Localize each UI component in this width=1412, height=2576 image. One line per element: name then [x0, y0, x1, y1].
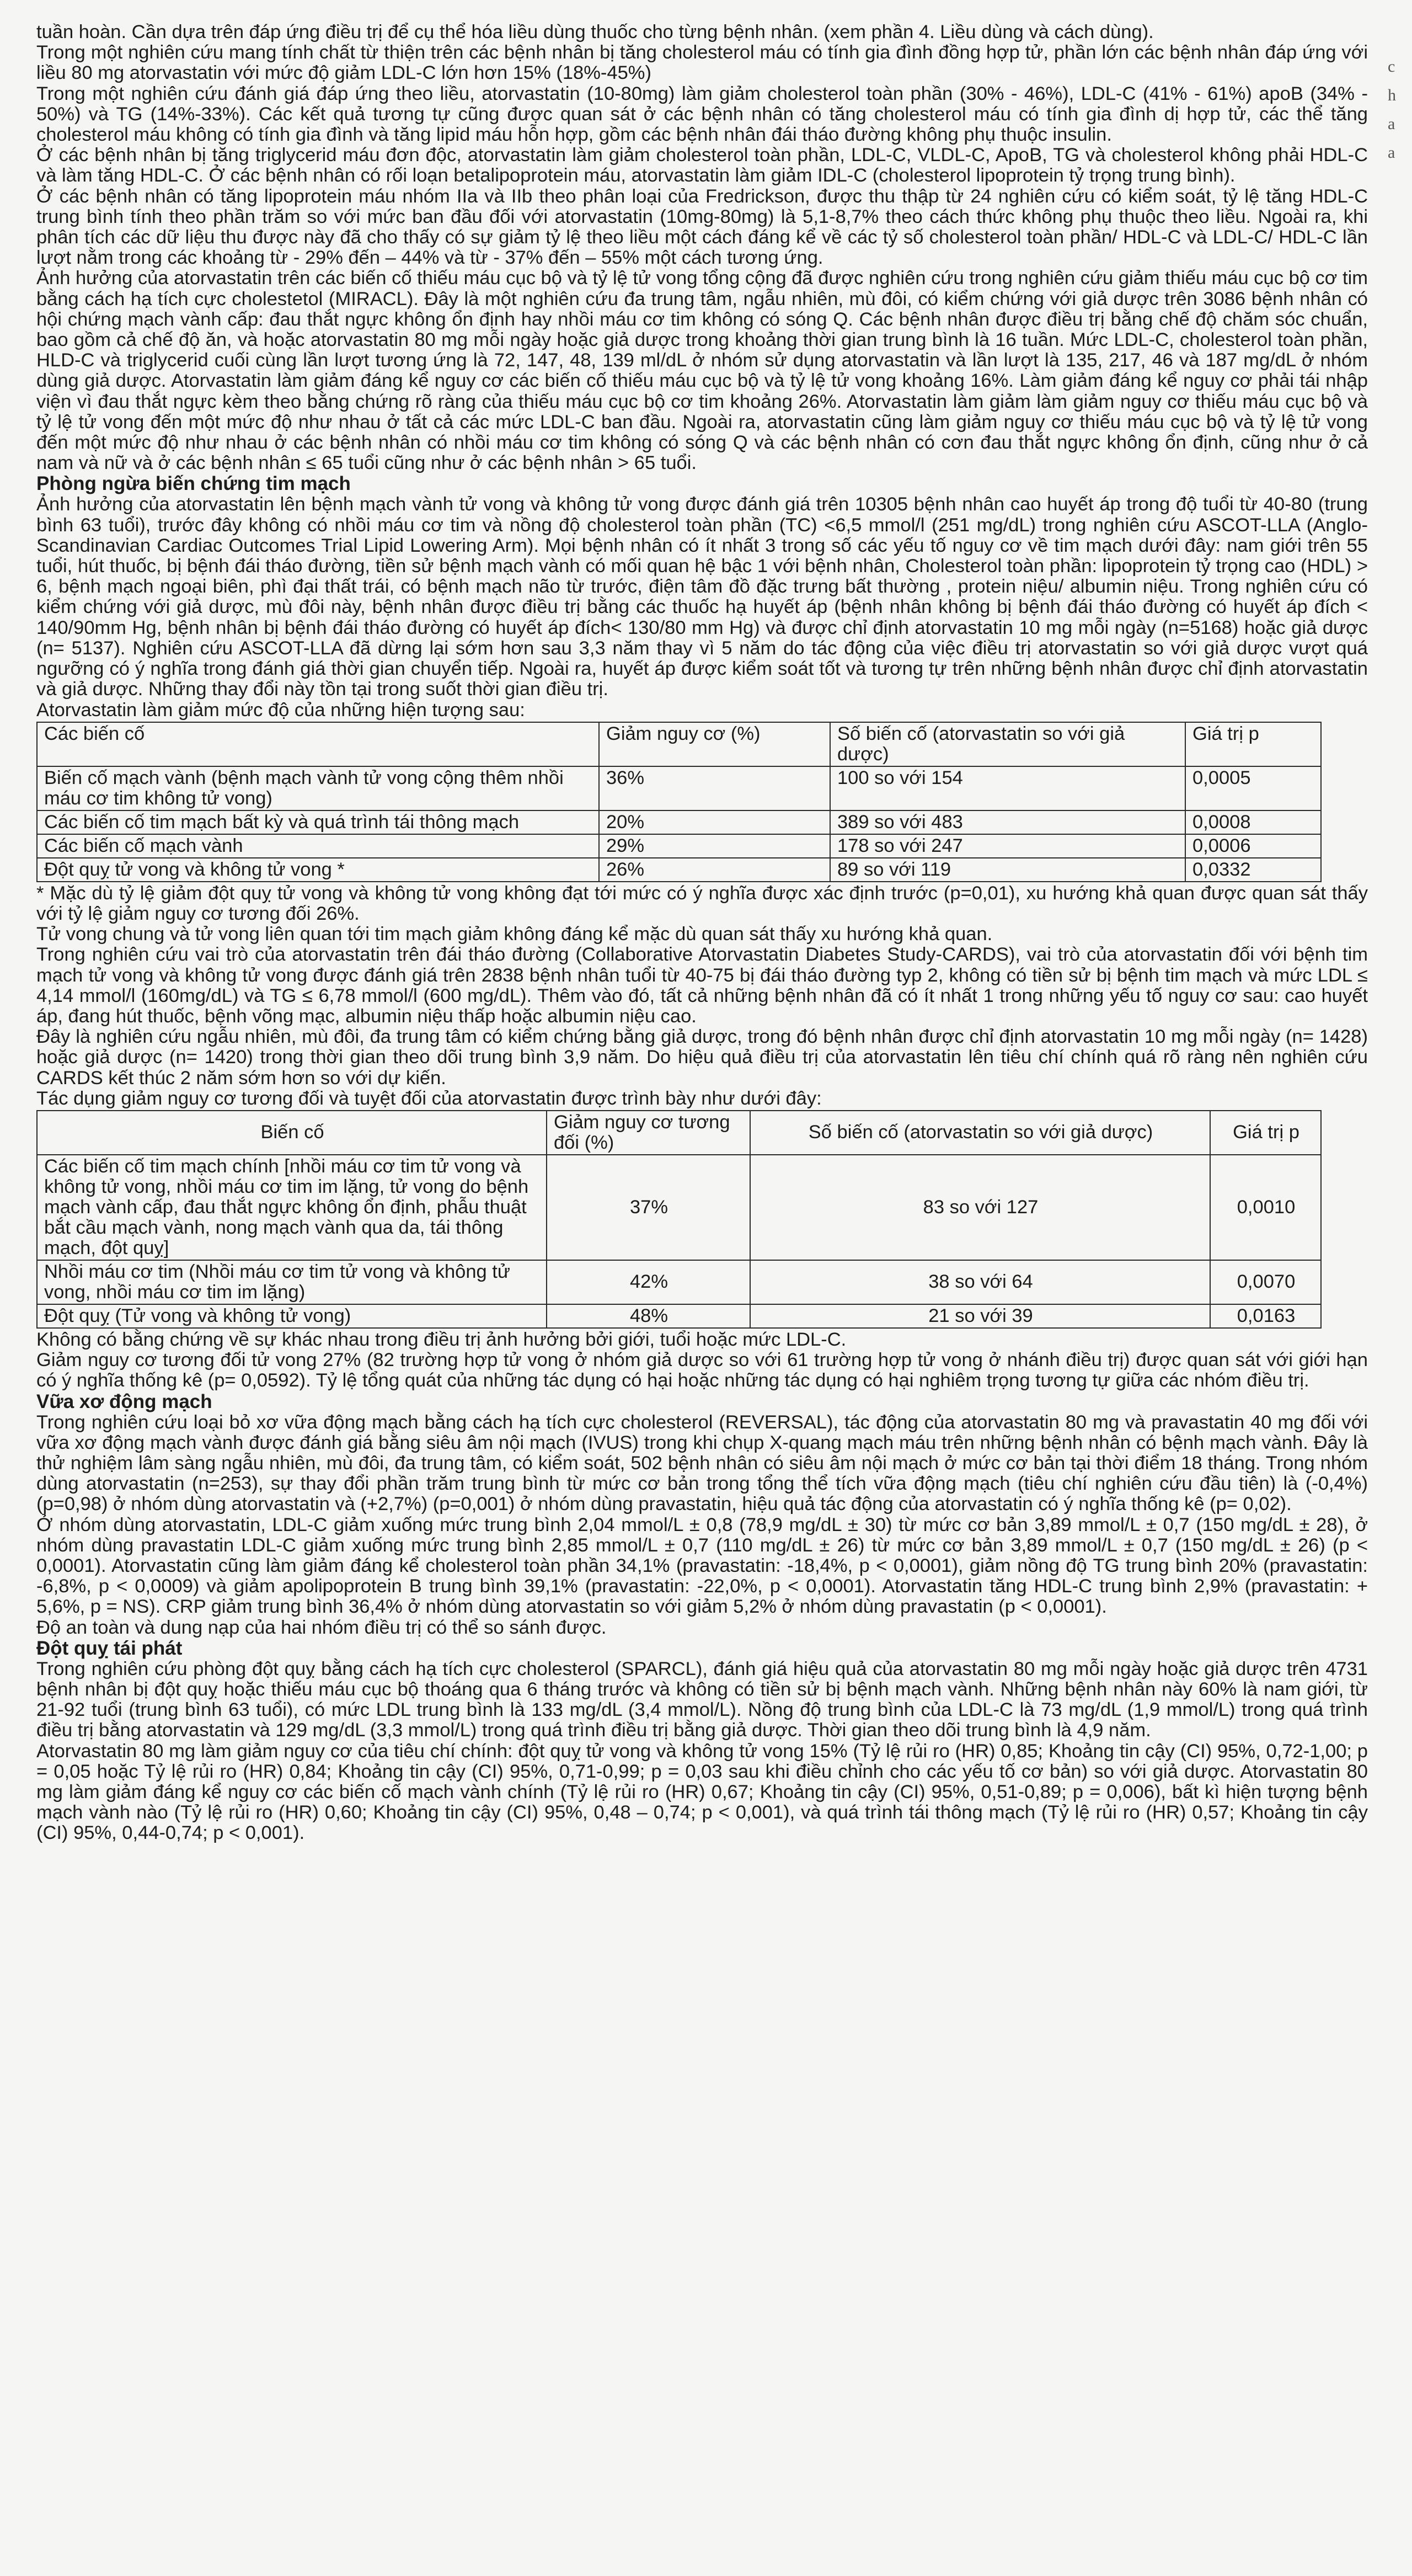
table-row [37, 1260, 1321, 1304]
table-cell: 100 so với 154 [830, 766, 1185, 810]
table-cell: 42% [547, 1260, 750, 1304]
table-row [37, 858, 1321, 882]
table-cell: 0,0070 [1210, 1260, 1321, 1304]
table-cell: 21 so với 39 [750, 1304, 1210, 1328]
table-caption: Atorvastatin làm giảm mức độ của những hiện tượng sau: [36, 699, 525, 721]
table-header-cell: Số biến cố (atorvastatin so với giả dược) [750, 1111, 1210, 1155]
table-cell: Nhồi máu cơ tim (Nhồi máu cơ tim tử vong và không tử vong, nhồi máu cơ tim im lặng) [37, 1260, 547, 1304]
section-heading-atherosclerosis: Vữa xơ động mạch [36, 1390, 212, 1412]
table-row [37, 834, 1321, 858]
table-cell: 37% [547, 1155, 750, 1260]
table-header-cell: Giá trị p [1185, 722, 1321, 766]
table-cell: Các biến cố tim mạch chính [nhồi máu cơ tim tử vong và không tử vong, nhồi máu cơ tim im lặng, tử vong do bệnh mạch vành cấp, đau thắt ngực không ổn định, phẫu thuật bắt cầu mạch vành, nong mạch vành qua da, tái thông mạch, đột quỵ] [37, 1155, 547, 1260]
table-cell: 20% [599, 810, 830, 834]
paragraph: Tử vong chung và tử vong liên quan tới tim mạch giảm không đáng kể mặc dù quan sát thấy xu hướng khả quan. [36, 924, 993, 945]
table-cell: 83 so với 127 [750, 1155, 1210, 1260]
paragraph: Ảnh hưởng của atorvastatin trên các biến cố thiếu máu cục bộ và tỷ lệ tử vong tổng cộng đã được nghiên cứu trong nghiên cứu giảm thiếu máu cục bộ cơ tim bằng cách hạ tích cực cholestetol (MIRACL). Đây là một nghiên cứu đa trung tâm, ngẫu nhiên, mù đôi, có kiểm chứng với giả dược trên 3086 bệnh nhân có hội chứng mạch vành cấp: đau thắt ngực không ổn định hay nhồi máu cơ tim không có sóng Q. Các bệnh nhân được điều trị bằng chế độ chăm sóc chuẩn, bao gồm cả chế độ ăn, và hoặc atorvastatin 80 mg mỗi ngày hoặc giả dược trong khoảng thời gian trung bình là 16 tuần. Mức LDL-C, cholesterol toàn phần, HLD-C và triglycerid cuối cùng lần lượt tương ứng là 72, 147, 48, 139 ml/dL ở nhóm sử dụng atorvastatin và lần lượt là 135, 217, 46 và 187 mg/dL ở nhóm dùng giả dược. Atorvastatin làm giảm đáng kể nguy cơ các biến cố thiếu máu cục bộ và tỷ lệ tử vong khoảng 16%. Làm giảm đáng kể nguy cơ phải tái nhập viện vì đau thắt ngực kèm theo bằng chứng rõ ràng của thiếu máu cục bộ cơ tim khoảng 26%. Atorvastatin làm giảm làm giảm nguy cơ thiếu máu cục bộ và tỷ lệ tử vong đến một mức độ như nhau ở tất cả các mức LDL-C ban đầu. Ngoài ra, atorvastatin cũng làm giảm nguy cơ thiếu máu cục bộ và tỷ lệ tử vong đến một mức độ như nhau ở các bệnh nhân có nhồi máu cơ tim không có sóng Q và các bệnh nhân có cơn đau thắt ngực không ổn định, cũng như ở cả nam và nữ và ở các bệnh nhân ≤ 65 tuổi cũng như ở các bệnh nhân > 65 tuổi. [36, 268, 1368, 474]
margin-mark: a [1388, 143, 1395, 162]
paragraph: Ảnh hưởng của atorvastatin lên bệnh mạch vành tử vong và không tử vong được đánh giá trên 10305 bệnh nhân cao huyết áp trong độ tuổi từ 40-80 (trung bình 63 tuổi), trước đây không có nhồi máu cơ tim và nồng độ cholesterol toàn phần (TC) <6,5 mmol/l (251 mg/dL) trong nghiên cứu ASCOT-LLA (Anglo-Scandinavian Cardiac Outcomes Trial Lipid Lowering Arm). Mọi bệnh nhân có ít nhất 3 trong số các yếu tố nguy cơ về tim mạch dưới đây: nam giới trên 55 tuổi, hút thuốc, bị bệnh đái tháo đường, tiền sử bệnh mạch vành có mối quan hệ bậc 1 với bệnh nhân, Cholesterol toàn phần: lipoprotein tỷ trọng cao (HDL) > 6, bệnh mạch ngoại biên, phì đại thất trái, có bệnh mạch não từ trước, điện tâm đồ đặc trưng bất thường , protein niệu/ albumin niệu. Trong nghiên cứu có kiểm chứng với giả dược, mù đôi này, bệnh nhân được điều trị bằng các thuốc hạ huyết áp (bệnh nhân không bị bệnh đái tháo đường có huyết áp đích < 140/90mm Hg, bệnh nhân bị bệnh đái tháo đường có huyết áp đích< 130/80 mm Hg) và được chỉ định atorvastatin 10 mg mỗi ngày (n=5168) hoặc giả dược (n= 5137). Nghiên cứu ASCOT-LLA đã dừng lại sớm hơn sau 3,3 năm thay vì 5 năm do tác động của việc điều trị atorvastatin so với giả dược vượt quá ngưỡng có ý nghĩa trong đánh giá thời gian chuyển tiếp. Ngoài ra, huyết áp được kiểm soát tốt và tương tự trên những bệnh nhân được chỉ định atorvastatin và giả dược. Những thay đổi này tồn tại trong suốt thời gian điều trị. [36, 494, 1368, 700]
paragraph: Giảm nguy cơ tương đối tử vong 27% (82 trường hợp tử vong ở nhóm giả dược so với 61 trường hợp tử vong ở nhánh điều trị) được quan sát với giới hạn có ý nghĩa thống kê (p= 0,0592). Tỷ lệ tổng quát của những tác dụng có hại hoặc những tác dụng có hại nghiêm trọng tương tự giữa các nhóm điều trị. [36, 1350, 1368, 1391]
table-cell: Biến cố mạch vành (bệnh mạch vành tử vong cộng thêm nhồi máu cơ tim không tử vong) [37, 766, 599, 810]
table-cell: Các biến cố tim mạch bất kỳ và quá trình tái thông mạch [37, 810, 599, 834]
table-cell: 89 so với 119 [830, 858, 1185, 882]
margin-mark: c [1388, 57, 1395, 76]
table-cell: 0,0008 [1185, 810, 1321, 834]
table-cell: 178 so với 247 [830, 834, 1185, 858]
table-cell: 29% [599, 834, 830, 858]
paragraph: Atorvastatin 80 mg làm giảm nguy cơ của tiêu chí chính: đột quỵ tử vong và không tử vong 15% (Tỷ lệ rủi ro (HR) 0,85; Khoảng tin cậy (CI) 95%, 0,72-1,00; p = 0,05 hoặc Tỷ lệ rủi ro (HR) 0,84; Khoảng tin cậy (CI) 95%, 0,71-0,99; p = 0,03 sau khi điều chỉnh cho các yếu tố cơ bản) so với giả dược. Atorvastatin 80 mg làm giảm đáng kể nguy cơ các biến cố mạch vành chính (Tỷ lệ rủi ro (HR) 0,67; Khoảng tin cậy (CI) 95%, 0,51-0,89; p = 0,006), bất kì hiện tượng bệnh mạch vành nào (Tỷ lệ rủi ro (HR) 0,60; Khoảng tin cậy (CI) 95%, 0,48 – 0,74; p < 0,001), và quá trình tái thông mạch (Tỷ lệ rủi ro (HR) 0,57; Khoảng tin cậy (CI) 95%, 0,44-0,74; p < 0,001). [36, 1740, 1368, 1844]
table-header-cell: Số biến cố (atorvastatin so với giả dược) [830, 722, 1185, 766]
table-row [37, 810, 1321, 834]
table-header-row [37, 1111, 1321, 1155]
table-cell: 38 so với 64 [750, 1260, 1210, 1304]
table-cell: 0,0005 [1185, 766, 1321, 810]
table-cell: 36% [599, 766, 830, 810]
paragraph: Trong nghiên cứu phòng đột quỵ bằng cách hạ tích cực cholesterol (SPARCL), đánh giá hiệu quả của atorvastatin 80 mg mỗi ngày hoặc giả dược trên 4731 bệnh nhân bị đột quỵ hoặc thiếu máu cục bộ thoáng qua 6 tháng trước và không có tiền sử bị bệnh mạch vành. Những bệnh nhân này 60% là nam giới, từ 21-92 tuổi (trung bình 63 tuổi), có mức LDL trung bình là 133 mg/dL (3,4 mmol/L). Nồng độ trung bình của LDL-C là 73 mg/dL (1,9 mmol/L) trong quá trình điều trị bằng atorvastatin và 129 mg/dL (3,3 mmol/L) trong quá trình điều trị bằng giả dược. Thời gian theo dõi trung bình là 4,9 năm. [36, 1658, 1368, 1741]
ascot-outcomes-table [36, 722, 1322, 882]
paragraph: Ở nhóm dùng atorvastatin, LDL-C giảm xuống mức trung bình 2,04 mmol/L ± 0,8 (78,9 mg/dL ± 30) từ mức cơ bản 3,89 mmol/L ± 0,7 (150 mg/dL ± 28), ở nhóm dùng pravastatin LDL-C giảm xuống mức trung bình 2,85 mmol/L ± 0,7 (110 mg/dL ± 26) từ mức cơ bản 3,89 mmol/L ± 0,7 (150 mg/dL ± 26) (p < 0,0001). Atorvastatin cũng làm giảm đáng kể cholesterol toàn phần 34,1% (pravastatin: -18,4%, p < 0,0001), giảm nồng độ TG trung bình 20% (pravastatin: -6,8%, p < 0,0009) và giảm apolipoprotein B trung bình 39,1% (pravastatin: -22,0%, p < 0,0001). Atorvastatin tăng HDL-C trung bình 2,9% (pravastatin: + 5,6%, p = NS). CRP giảm trung bình 36,4% ở nhóm dùng atorvastatin so với giảm 5,2% ở nhóm dùng pravastatin (p < 0,0001). [36, 1514, 1368, 1618]
paragraph: Độ an toàn và dung nạp của hai nhóm điều trị có thể so sánh được. [36, 1617, 607, 1638]
table-cell: 0,0006 [1185, 834, 1321, 858]
table-cell: Các biến cố mạch vành [37, 834, 599, 858]
table-cell: 0,0332 [1185, 858, 1321, 882]
margin-mark: h [1388, 86, 1396, 104]
section-heading-stroke: Đột quỵ tái phát [36, 1637, 183, 1659]
paragraph: Ở các bệnh nhân bị tăng triglycerid máu đơn độc, atorvastatin làm giảm cholesterol toàn phần, LDL-C, VLDL-C, ApoB, TG và cholesterol không phải HDL-C và làm tăng HDL-C. Ở các bệnh nhân có rối loạn betalipoprotein máu, atorvastatin làm giảm IDL-C (cholesterol lipoprotein tỷ trọng trung bình). [36, 145, 1368, 186]
table-header-cell: Các biến cố [37, 722, 599, 766]
footnote: * Mặc dù tỷ lệ giảm đột quỵ tử vong và không tử vong không đạt tới mức có ý nghĩa được xác định trước (p=0,01), xu hướng khả quan được quan sát thấy với tỷ lệ giảm nguy cơ tương đối 26%. [36, 882, 1368, 924]
paragraph: Ở các bệnh nhân có tăng lipoprotein máu nhóm IIa và IIb theo phân loại của Fredrickson, được thu thập từ 24 nghiên cứu có kiểm soát, tỷ lệ tăng HDL-C trung bình tính theo phần trăm so với mức ban đầu đối với atorvastatin (10mg-80mg) là 5,1-8,7% theo cách thức không phụ thuộc theo liều. Ngoài ra, khi phân tích các dữ liệu thu được này đã cho thấy có sự giảm tỷ lệ theo liều một cách đáng kể về các tỷ số cholesterol toàn phần/ HDL-C và LDL-C/ HDL-C lần lượt nằm trong các khoảng từ - 29% đến – 44% và từ - 37% đến – 55% một cách tương ứng. [36, 185, 1368, 269]
paragraph: Không có bằng chứng về sự khác nhau trong điều trị ảnh hưởng bởi giới, tuổi hoặc mức LDL-C. [36, 1329, 847, 1350]
section-heading-prevention: Phòng ngừa biến chứng tim mạch [36, 473, 351, 495]
table-cell: Đột quỵ (Tử vong và không tử vong) [37, 1304, 547, 1328]
paragraph: Đây là nghiên cứu ngẫu nhiên, mù đôi, đa trung tâm có kiểm chứng bằng giả dược, trong đó bệnh nhân được chỉ định atorvastatin 10 mg mỗi ngày (n= 1428) hoặc giả dược (n= 1420) trong thời gian theo dõi trung bình 3,9 năm. Do hiệu quả điều trị của atorvastatin lên tiêu chí chính quá rõ ràng nên nghiên cứu CARDS kết thúc 2 năm sớm hơn so với dự kiến. [36, 1026, 1368, 1089]
paragraph: Trong một nghiên cứu đánh giá đáp ứng theo liều, atorvastatin (10-80mg) làm giảm cholesterol toàn phần (30% - 46%), LDL-C (41% - 61%) apoB (34% - 50%) và TG (14%-33%). Các kết quả tương tự cũng được quan sát ở các bệnh nhân có tăng cholesterol máu có tính gia đình dị hợp tử, các thể tăng cholesterol máu không có tính gia đình và tăng lipid máu hỗn hợp, gồm các bệnh nhân đái tháo đường không phụ thuộc insulin. [36, 83, 1368, 146]
table-row [37, 766, 1321, 810]
paragraph: Trong nghiên cứu loại bỏ xơ vữa động mạch bằng cách hạ tích cực cholesterol (REVERSAL), tác động của atorvastatin 80 mg và pravastatin 40 mg đối với vữa xơ động mạch vành được đánh giá bằng siêu âm nội mạch (IVUS) trong khi chụp X-quang mạch máu trên những bệnh nhân có bệnh mạch vành. Đây là thử nghiệm lâm sàng ngẫu nhiên, mù đôi, đa trung tâm, có kiểm soát, 502 bệnh nhân có siêu âm nội mạch ở mức cơ bản tại thời điểm 18 tháng. Trong nhóm dùng atorvastatin (n=253), sự thay đổi phần trăm trung bình từ mức cơ bản trong tổng thể tích vữa động mạch (tiêu chí nghiên cứu đầu tiên) là (-0,4%) (p=0,98) ở nhóm dùng atorvastatin và (+2,7%) (p=0,001) ở nhóm dùng pravastatin, hiệu quả tác động của atorvastatin có ý nghĩa thống kê (p= 0,02). [36, 1411, 1368, 1515]
cards-outcomes-table [36, 1110, 1322, 1329]
table-header-row [37, 722, 1321, 766]
paragraph: tuần hoàn. Cần dựa trên đáp ứng điều trị để cụ thể hóa liều dùng thuốc cho từng bệnh nhân. (xem phần 4. Liều dùng và cách dùng). [36, 22, 1154, 42]
table-cell: 48% [547, 1304, 750, 1328]
table-cell: Đột quỵ tử vong và không tử vong * [37, 858, 599, 882]
table-cell: 389 so với 483 [830, 810, 1185, 834]
table-row [37, 1155, 1321, 1260]
paragraph: Trong một nghiên cứu mang tính chất từ thiện trên các bệnh nhân bị tăng cholesterol máu có tính gia đình đồng hợp tử, phần lớn các bệnh nhân đáp ứng với liều 80 mg atorvastatin với mức độ giảm LDL-C lớn hơn 15% (18%-45%) [36, 42, 1368, 84]
table-header-cell: Biến cố [37, 1111, 547, 1155]
table-header-cell: Giá trị p [1210, 1111, 1321, 1155]
table-cell: 0,0010 [1210, 1155, 1321, 1260]
table-cell: 0,0163 [1210, 1304, 1321, 1328]
table-row [37, 1304, 1321, 1328]
paragraph: Trong nghiên cứu vai trò của atorvastatin trên đái tháo đường (Collaborative Atorvastatin Diabetes Study-CARDS), vai trò của atorvastatin đối với bệnh tim mạch tử vong và không tử vong được đánh giá trên 2838 bệnh nhân tuổi từ 40-75 bị đái tháo đường typ 2, không có tiền sử bị bệnh tim mạch và mức LDL ≤ 4,14 mmol/l (160mg/dL) và TG ≤ 6,78 mmol/l (600 mg/dL). Thêm vào đó, tất cả những bệnh nhân đã có ít nhất 1 trong những yếu tố nguy cơ sau: cao huyết áp, đang hút thuốc, bệnh võng mạc, albumin niệu thấp hoặc albumin niệu cao. [36, 944, 1368, 1027]
margin-marks [1388, 52, 1404, 167]
table-caption: Tác dụng giảm nguy cơ tương đối và tuyệt đối của atorvastatin được trình bày như dưới đây: [36, 1087, 822, 1109]
margin-mark: a [1388, 115, 1395, 133]
table-header-cell: Giảm nguy cơ (%) [599, 722, 830, 766]
table-header-cell: Giảm nguy cơ tương đối (%) [547, 1111, 750, 1155]
table-cell: 26% [599, 858, 830, 882]
